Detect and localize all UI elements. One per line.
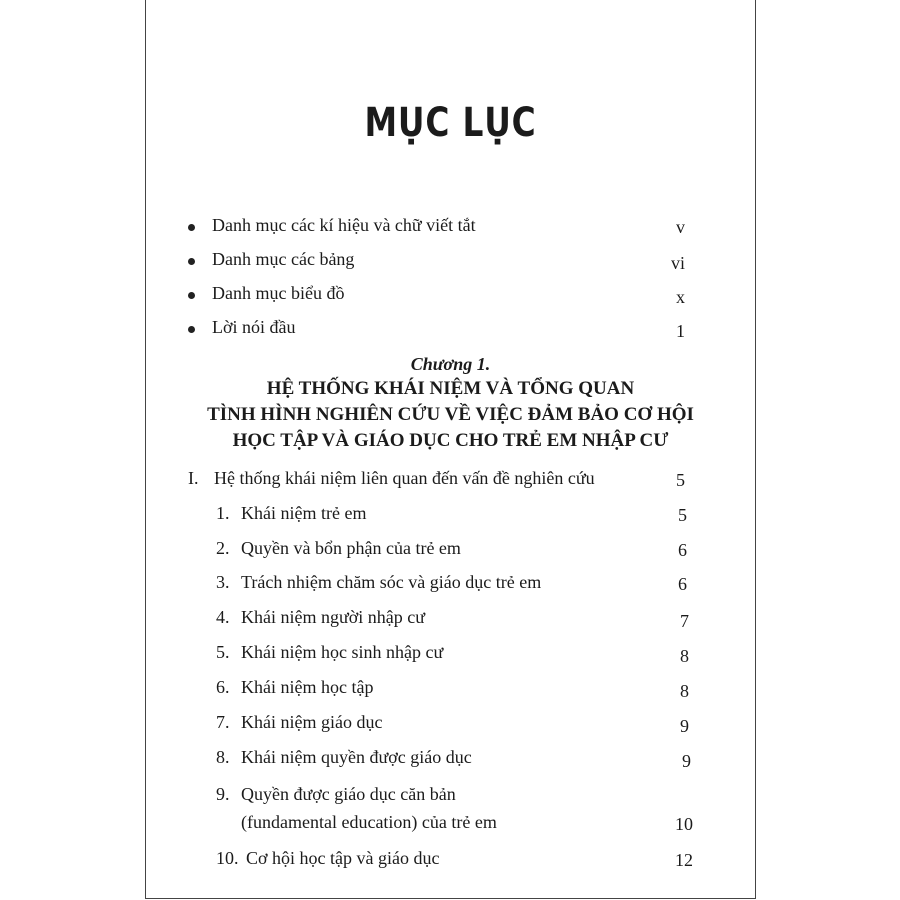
toc-item-page: 9 (682, 751, 691, 771)
bullet-icon (188, 224, 195, 231)
book-page (145, 0, 756, 899)
toc-entry-page: x (676, 287, 685, 307)
toc-item-label: Khái niệm trẻ em (241, 503, 367, 523)
toc-entry-label: Lời nói đầu (212, 317, 296, 337)
toc-item[interactable] (146, 675, 755, 705)
page-title: MỤC LỤC (364, 100, 537, 146)
toc-section-page: 5 (676, 470, 685, 490)
toc-section[interactable] (146, 466, 755, 496)
toc-item[interactable] (146, 536, 755, 566)
bullet-icon (188, 292, 195, 299)
toc-item-number: 9. (216, 784, 230, 804)
toc-item-page: 9 (680, 716, 689, 736)
toc-item-label: Khái niệm giáo dục (241, 712, 383, 732)
toc-item-page: 10 (675, 814, 693, 834)
toc-item-label: Quyền được giáo dục căn bản (241, 784, 456, 804)
toc-item[interactable] (146, 640, 755, 670)
bullet-icon (188, 326, 195, 333)
toc-entry-front-matter[interactable] (146, 281, 755, 311)
toc-item-page: 5 (678, 505, 687, 525)
toc-entry-page: vi (670, 253, 685, 273)
toc-item-number: 2. (216, 538, 230, 558)
chapter-title-line: HỌC TẬP VÀ GIÁO DỤC CHO TRẺ EM NHẬP CƯ (232, 430, 669, 451)
toc-item-page: 7 (680, 611, 689, 631)
toc-item[interactable] (146, 605, 755, 635)
chapter-label: Chương 1. (410, 354, 491, 374)
toc-entry-label: Danh mục biểu đồ (212, 283, 345, 303)
toc-item-page: 6 (678, 574, 687, 594)
toc-item-label: Khái niệm quyền được giáo dục (241, 747, 472, 767)
toc-item-number: 10. (216, 848, 239, 868)
toc-item-label: Quyền và bổn phận của trẻ em (241, 538, 461, 558)
toc-entry-front-matter[interactable] (146, 213, 755, 243)
toc-item-number: 6. (216, 677, 230, 697)
chapter-title-line: TÌNH HÌNH NGHIÊN CỨU VỀ VIỆC ĐẢM BẢO CƠ HỘI (207, 404, 694, 425)
toc-item[interactable] (146, 710, 755, 740)
toc-item-label: Trách nhiệm chăm sóc và giáo dục trẻ em (241, 572, 542, 592)
bullet-icon (188, 258, 195, 265)
toc-entry-front-matter[interactable] (146, 315, 755, 345)
toc-item-page: 8 (680, 681, 689, 701)
toc-item-number: 5. (216, 642, 230, 662)
toc-section-label: Hệ thống khái niệm liên quan đến vấn đề nghiên cứu (214, 468, 595, 488)
toc-item[interactable] (146, 745, 755, 775)
toc-item-number: 4. (216, 607, 230, 627)
toc-item[interactable] (146, 501, 755, 531)
toc-item-label: Cơ hội học tập và giáo dục (246, 848, 440, 868)
toc-item[interactable] (146, 782, 755, 842)
toc-item-number: 1. (216, 503, 230, 523)
toc-item-number: 3. (216, 572, 230, 592)
toc-entry-page: v (676, 217, 685, 237)
toc-entry-label: Danh mục các kí hiệu và chữ viết tắt (212, 215, 476, 235)
toc-item-label: Khái niệm học sinh nhập cư (241, 642, 444, 662)
toc-item-label: Khái niệm người nhập cư (241, 607, 425, 627)
toc-item-page: 12 (675, 850, 693, 870)
toc-item-label: Khái niệm học tập (241, 677, 374, 697)
toc-item-number: 7. (216, 712, 230, 732)
toc-entry-label: Danh mục các bảng (212, 249, 355, 269)
toc-entry-page: 1 (676, 321, 685, 341)
toc-item[interactable] (146, 570, 755, 600)
toc-entry-front-matter[interactable] (146, 247, 755, 277)
toc-item-page: 8 (680, 646, 689, 666)
toc-item-number: 8. (216, 747, 230, 767)
toc-item[interactable] (146, 846, 755, 876)
chapter-title-line: HỆ THỐNG KHÁI NIỆM VÀ TỔNG QUAN (266, 378, 635, 399)
toc-item-label-continued: (fundamental education) của trẻ em (241, 812, 497, 832)
toc-section-number: I. (188, 468, 199, 488)
toc-item-page: 6 (678, 540, 687, 560)
